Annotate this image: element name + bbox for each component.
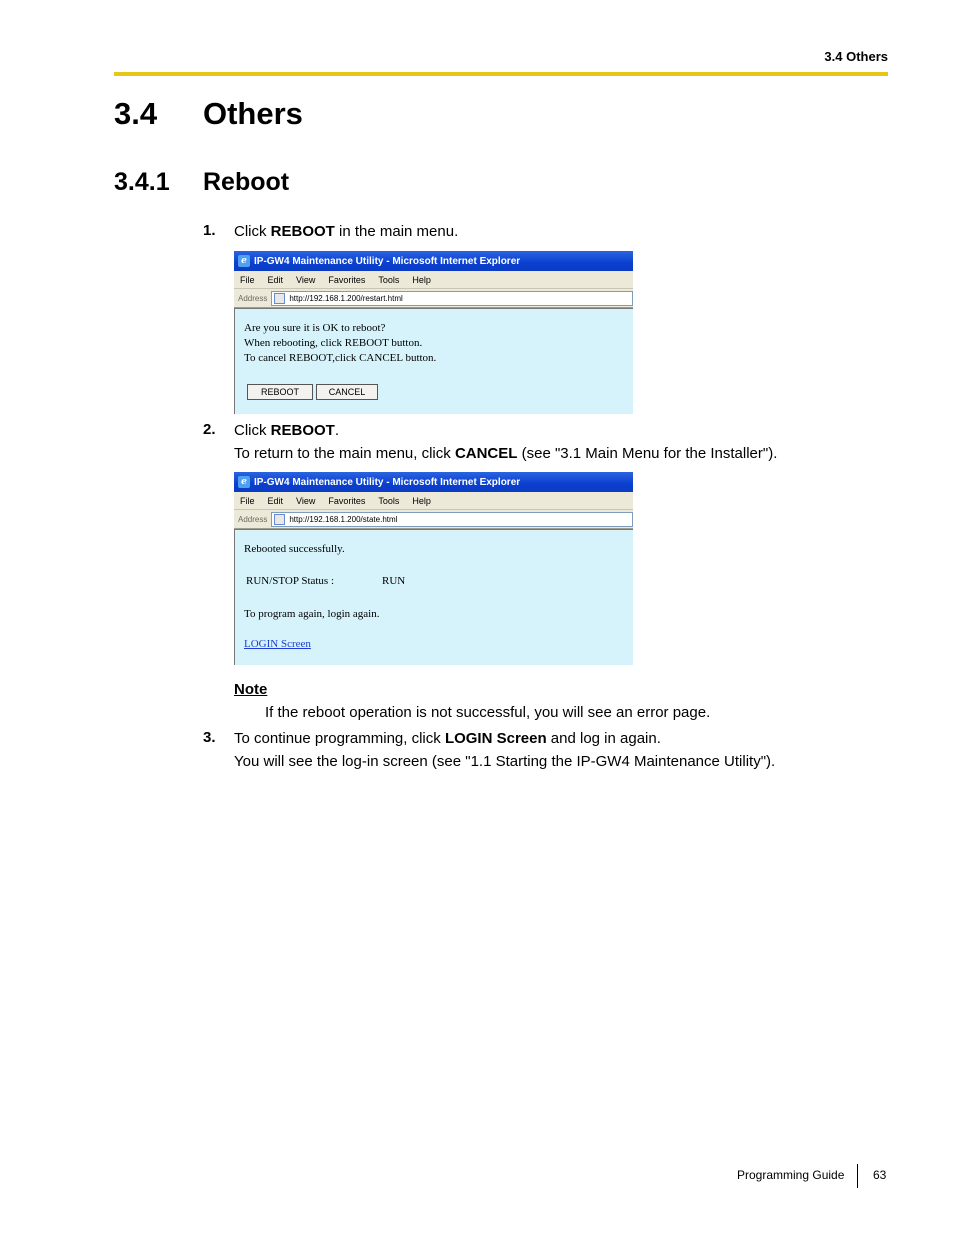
reboot-result: Rebooted successfully. — [244, 543, 345, 555]
menu-edit[interactable]: Edit — [267, 274, 284, 285]
subsection-heading — [114, 168, 289, 197]
address-input[interactable] — [271, 512, 633, 527]
confirm-line-2: When rebooting, click REBOOT button. — [244, 337, 423, 349]
running-header: 3.4 Others — [824, 49, 888, 64]
browser-screenshot-state — [234, 472, 633, 665]
address-input[interactable] — [271, 291, 633, 306]
page-content — [234, 308, 633, 414]
page-content — [234, 529, 633, 665]
page-number: 63 — [873, 1168, 887, 1182]
ie-icon: e — [238, 255, 250, 267]
browser-titlebar — [234, 472, 633, 492]
step-1-text — [234, 223, 458, 240]
status-label: RUN/STOP Status : — [246, 575, 335, 587]
confirm-line-3: To cancel REBOOT,click CANCEL button. — [244, 352, 437, 364]
subsection-title: Reboot — [203, 168, 290, 196]
reboot-button[interactable]: REBOOT — [247, 384, 313, 400]
menu-view[interactable]: View — [296, 274, 316, 285]
page-icon — [274, 293, 285, 304]
step-1-post: in the main menu. — [334, 223, 459, 240]
step-3-number: 3. — [203, 729, 216, 746]
address-url: http://192.168.1.200/restart.html — [289, 293, 403, 303]
step-3-line-2: You will see the log-in screen (see "1.1 Starting the IP-GW4 Maintenance Utility"). — [234, 753, 776, 770]
menu-help[interactable]: Help — [412, 495, 431, 506]
header-rule — [114, 72, 888, 76]
status-value: RUN — [382, 575, 406, 587]
menu-file[interactable]: File — [240, 274, 255, 285]
menu-help[interactable]: Help — [412, 274, 431, 285]
login-again-text: To program again, login again. — [244, 608, 380, 620]
menu-favorites[interactable]: Favorites — [328, 274, 366, 285]
step-2-line2-bold: CANCEL — [454, 445, 518, 462]
address-bar — [234, 289, 633, 308]
cancel-button[interactable]: CANCEL — [316, 384, 378, 400]
menu-tools[interactable]: Tools — [378, 274, 400, 285]
subsection-number: 3.4.1 — [114, 168, 170, 196]
page-icon — [274, 514, 285, 525]
address-label: Address — [238, 293, 268, 303]
menu-favorites[interactable]: Favorites — [328, 495, 366, 506]
step-2-line2-post: (see "3.1 Main Menu for the Installer"). — [517, 445, 778, 462]
menu-view[interactable]: View — [296, 495, 316, 506]
browser-title: IP-GW4 Maintenance Utility - Microsoft Internet Explorer — [254, 476, 521, 488]
note-heading: Note — [234, 681, 268, 698]
step-3-bold: LOGIN Screen — [444, 730, 547, 747]
browser-title: IP-GW4 Maintenance Utility - Microsoft Internet Explorer — [254, 255, 521, 267]
note-text: If the reboot operation is not successful, you will see an error page. — [265, 704, 711, 721]
menu-edit[interactable]: Edit — [267, 495, 284, 506]
browser-screenshot-restart — [234, 251, 633, 414]
menu-tools[interactable]: Tools — [378, 495, 400, 506]
step-3-post: and log in again. — [546, 730, 661, 747]
footer-separator — [857, 1164, 858, 1188]
step-2-number: 2. — [203, 421, 216, 438]
step-2-pre: Click — [234, 422, 271, 439]
step-3-pre: To continue programming, click — [234, 730, 445, 747]
login-screen-link[interactable]: LOGIN Screen — [244, 638, 311, 650]
step-1-number: 1. — [203, 222, 216, 239]
step-2-text — [234, 422, 339, 439]
step-2-line2-pre: To return to the main menu, click — [234, 445, 455, 462]
step-2-bold: REBOOT — [270, 422, 335, 439]
step-3-text — [234, 730, 661, 747]
address-label: Address — [238, 514, 268, 524]
address-url: http://192.168.1.200/state.html — [289, 514, 398, 524]
step-2-post: . — [334, 422, 340, 439]
section-heading — [114, 96, 303, 132]
ie-icon: e — [238, 476, 250, 488]
address-bar — [234, 510, 633, 529]
menu-file[interactable]: File — [240, 495, 255, 506]
browser-titlebar — [234, 251, 633, 271]
confirm-line-1: Are you sure it is OK to reboot? — [244, 322, 386, 334]
section-number: 3.4 — [114, 96, 158, 131]
step-2-line-2 — [234, 445, 777, 462]
section-title: Others — [203, 96, 303, 131]
step-1-pre: Click — [234, 223, 271, 240]
browser-menubar — [234, 492, 633, 510]
step-1-bold: REBOOT — [270, 223, 335, 240]
footer-label: Programming Guide — [737, 1168, 845, 1182]
browser-menubar — [234, 271, 633, 289]
